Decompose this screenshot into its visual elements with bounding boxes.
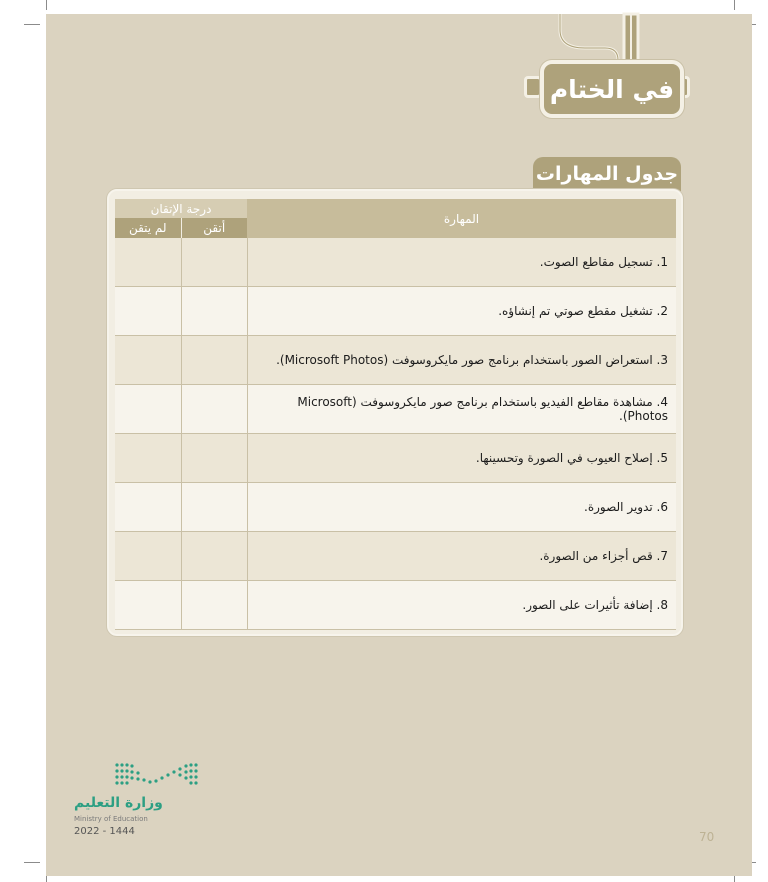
table-row (115, 287, 676, 336)
table-row (115, 532, 676, 581)
mastered-cell[interactable] (181, 434, 247, 483)
not-mastered-cell[interactable] (115, 581, 181, 630)
skill-text: 4. مشاهدة مقاطع الفيديو باستخدام برنامج صور مايكروسوفت (Microsoft Photos). (247, 385, 676, 434)
table-row (115, 238, 676, 287)
table-row (115, 385, 676, 434)
skill-header: المهارة (247, 199, 676, 238)
skill-text: 3. استعراض الصور باستخدام برنامج صور مايكروسوفت (Microsoft Photos). (247, 336, 676, 385)
not-mastered-cell[interactable] (115, 238, 181, 287)
closing-title: في الختام (549, 74, 675, 104)
table-row (115, 581, 676, 630)
crop-mark (24, 862, 40, 863)
mastered-cell[interactable] (181, 287, 247, 336)
skills-table (115, 199, 676, 630)
table-row (115, 434, 676, 483)
not-mastered-cell[interactable] (115, 287, 181, 336)
skill-text: 7. قص أجزاء من الصورة. (247, 532, 676, 581)
mastered-cell[interactable] (181, 385, 247, 434)
not-mastered-cell[interactable] (115, 434, 181, 483)
mastered-cell[interactable] (181, 532, 247, 581)
edition-year: 2022 - 1444 (74, 826, 135, 837)
section-tab (533, 157, 681, 191)
closing-sign (540, 60, 684, 118)
mastered-cell[interactable] (181, 238, 247, 287)
not-mastered-cell[interactable] (115, 336, 181, 385)
mastered-cell[interactable] (181, 581, 247, 630)
section-title: جدول المهارات (535, 163, 679, 185)
not-mastered-cell[interactable] (115, 483, 181, 532)
skill-text: 2. تشغيل مقطع صوتي تم إنشاؤه. (247, 287, 676, 336)
skill-text: 6. تدوير الصورة. (247, 483, 676, 532)
ministry-name-ar: وزارة التعليم (74, 795, 163, 811)
skills-table-card (107, 189, 683, 636)
ministry-logo-icon (114, 761, 198, 789)
skill-text: 5. إصلاح العيوب في الصورة وتحسينها. (247, 434, 676, 483)
table-row (115, 483, 676, 532)
mastered-cell[interactable] (181, 483, 247, 532)
mastered-header: أتقن (181, 218, 247, 238)
not-mastered-cell[interactable] (115, 385, 181, 434)
skill-text: 1. تسجيل مقاطع الصوت. (247, 238, 676, 287)
table-row (115, 336, 676, 385)
ministry-name-en: Ministry of Education (74, 815, 148, 823)
mastery-header: درجة الإتقان (115, 199, 247, 218)
skill-text: 8. إضافة تأثيرات على الصور. (247, 581, 676, 630)
not-mastered-cell[interactable] (115, 532, 181, 581)
page-number: 70 (699, 830, 715, 844)
mastered-cell[interactable] (181, 336, 247, 385)
not-mastered-header: لم يتقن (115, 218, 181, 238)
